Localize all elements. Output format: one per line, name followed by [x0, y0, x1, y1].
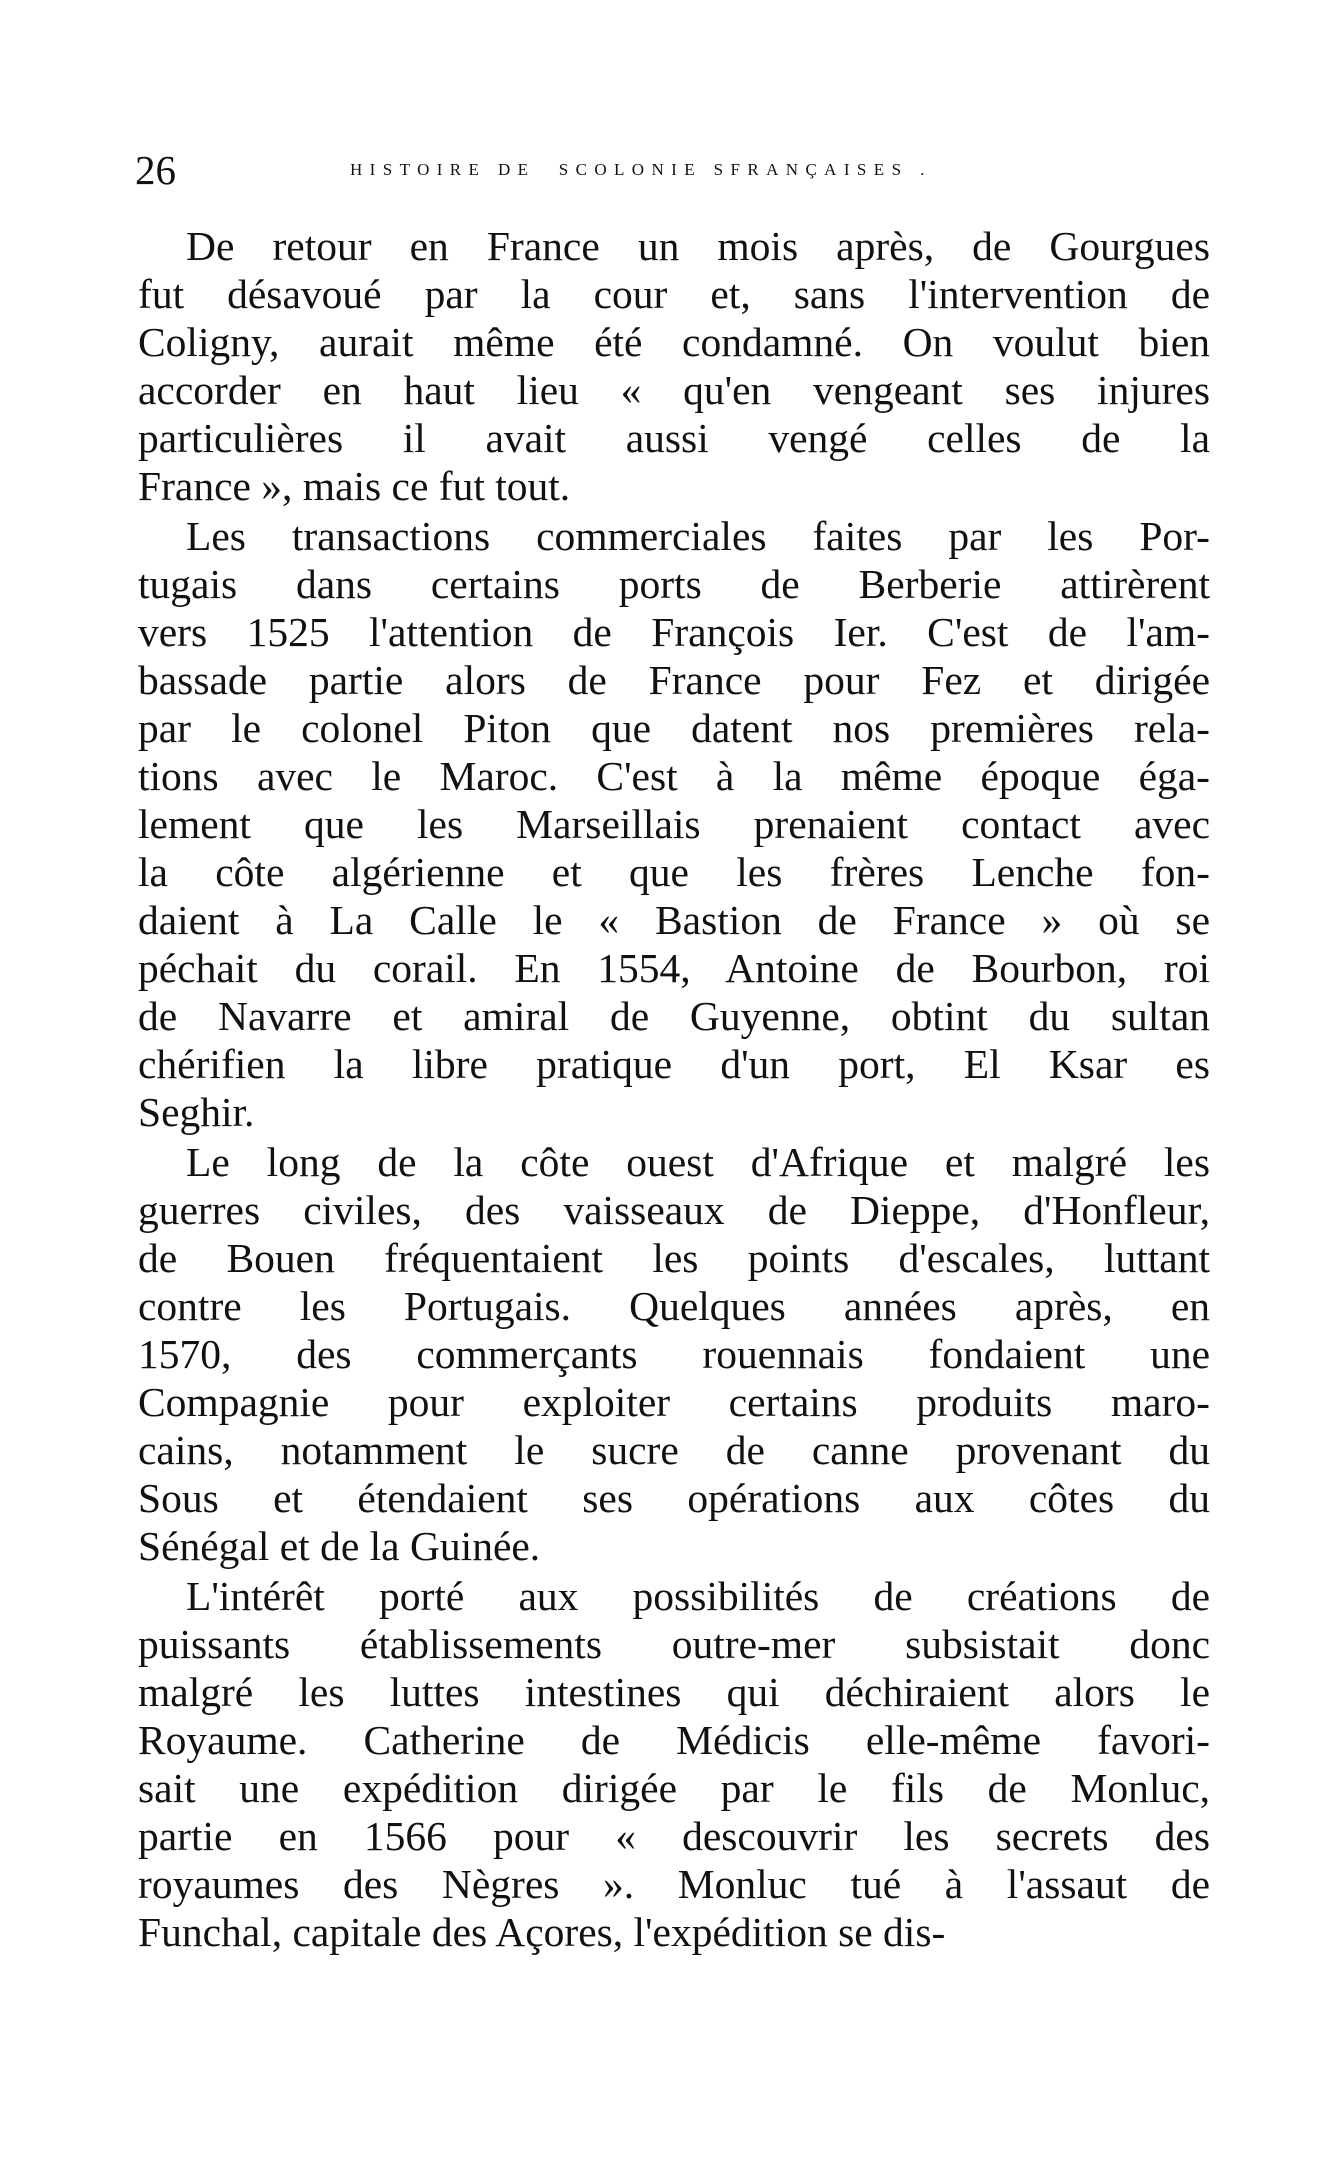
- paragraph: [138, 1138, 1210, 1570]
- text-line: Les transactions commerciales faites par les Por-: [186, 513, 1210, 559]
- text-line: accorder en haut lieu « qu'en vengeant ses injures: [138, 367, 1210, 413]
- text-line: tugais dans certains ports de Berberie attirèrent: [138, 561, 1210, 607]
- text-line: malgré les luttes intestines qui déchiraient alors le: [138, 1669, 1210, 1715]
- text-line: Le long de la côte ouest d'Afrique et malgré les: [186, 1139, 1210, 1185]
- running-title: HISTOIRE DE SCOLONIE SFRANÇAISES .: [350, 160, 932, 179]
- text-line: partie en 1566 pour « descouvrir les secrets des: [138, 1813, 1210, 1859]
- text-line: de Navarre et amiral de Guyenne, obtint du sultan: [138, 993, 1210, 1039]
- paragraph: [138, 512, 1210, 1136]
- text-line: par le colonel Piton que datent nos premières rela-: [138, 705, 1210, 751]
- text-line: puissants établissements outre-mer subsistait donc: [138, 1621, 1210, 1667]
- text-line: De retour en France un mois après, de Gourgues: [186, 223, 1210, 269]
- text-line: bassade partie alors de France pour Fez et dirigée: [138, 657, 1210, 703]
- text-line: Funchal, capitale des Açores, l'expédition se dis-: [138, 1909, 946, 1955]
- text-line: Sénégal et de la Guinée.: [138, 1523, 541, 1569]
- text-line: royaumes des Nègres ». Monluc tué à l'assaut de: [138, 1861, 1210, 1907]
- text-line: Seghir.: [138, 1089, 255, 1135]
- text-line: vers 1525 l'attention de François Ier. C'est de l'am-: [138, 609, 1210, 655]
- text-line: L'intérêt porté aux possibilités de créations de: [186, 1573, 1210, 1619]
- text-line: péchait du corail. En 1554, Antoine de Bourbon, roi: [138, 945, 1210, 991]
- text-line: lement que les Marseillais prenaient contact avec: [138, 801, 1210, 847]
- text-line: particulières il avait aussi vengé celles de la: [138, 415, 1210, 461]
- text-line: cains, notamment le sucre de canne provenant du: [138, 1427, 1210, 1473]
- text-line: Sous et étendaient ses opérations aux côtes du: [138, 1475, 1210, 1521]
- text-line: la côte algérienne et que les frères Lenche fon-: [138, 849, 1210, 895]
- text-line: tions avec le Maroc. C'est à la même époque éga-: [138, 753, 1210, 799]
- text-line: chérifien la libre pratique d'un port, El Ksar es: [138, 1041, 1210, 1087]
- paragraph: [138, 1572, 1210, 1956]
- text-line: France », mais ce fut tout.: [138, 463, 571, 509]
- text-line: Compagnie pour exploiter certains produits maro-: [138, 1379, 1210, 1425]
- text-line: Royaume. Catherine de Médicis elle-même favori-: [138, 1717, 1210, 1763]
- body-text: [138, 222, 1210, 1958]
- page-number: 26: [135, 147, 176, 193]
- paragraph: [138, 222, 1210, 510]
- text-line: Coligny, aurait même été condamné. On voulut bien: [138, 319, 1210, 365]
- text-line: sait une expédition dirigée par le fils de Monluc,: [138, 1765, 1210, 1811]
- text-line: guerres civiles, des vaisseaux de Dieppe, d'Honfleur,: [138, 1187, 1210, 1233]
- text-line: fut désavoué par la cour et, sans l'intervention de: [138, 271, 1210, 317]
- text-line: 1570, des commerçants rouennais fondaient une: [138, 1331, 1210, 1377]
- text-line: de Bouen fréquentaient les points d'escales, luttant: [138, 1235, 1210, 1281]
- page-header: [135, 140, 1210, 200]
- text-line: daient à La Calle le « Bastion de France » où se: [138, 897, 1210, 943]
- text-line: contre les Portugais. Quelques années après, en: [138, 1283, 1210, 1329]
